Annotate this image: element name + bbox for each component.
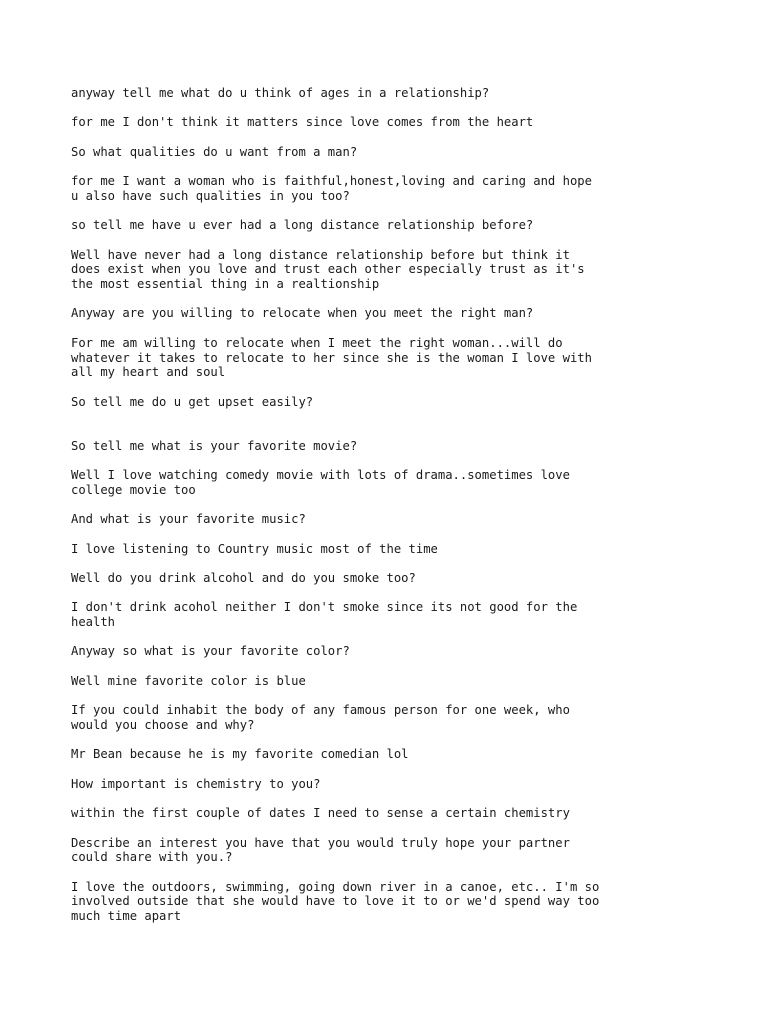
paragraph: If you could inhabit the body of any famous person for one week, who would you choose and why?	[71, 703, 570, 732]
paragraph: Well I love watching comedy movie with lots of drama..sometimes love college movie too	[71, 468, 570, 497]
paragraph: So what qualities do u want from a man?	[71, 144, 358, 159]
paragraph: within the first couple of dates I need to sense a certain chemistry	[71, 806, 570, 821]
paragraph: Well have never had a long distance relationship before but think it does exist when you love and trust each other especially trust as it's the most essential thing in a realtionship	[71, 247, 585, 292]
paragraph: I love listening to Country music most of the time	[71, 541, 438, 556]
paragraph: I love the outdoors, swimming, going down river in a canoe, etc.. I'm so involved outside that she would have to love it to or we'd spend way too much time apart	[71, 879, 600, 924]
paragraph: Mr Bean because he is my favorite comedian lol	[71, 747, 409, 762]
document-body	[71, 86, 631, 938]
paragraph: for me I want a woman who is faithful,honest,loving and caring and hope u also have such qualities in you too?	[71, 174, 592, 203]
paragraph: Anyway so what is your favorite color?	[71, 644, 350, 659]
paragraph: How important is chemistry to you?	[71, 776, 321, 791]
paragraph: for me I don't think it matters since love comes from the heart	[71, 115, 534, 130]
paragraph: Describe an interest you have that you would truly hope your partner could share with you.?	[71, 835, 570, 865]
paragraph: For me am willing to relocate when I meet the right woman...will do whatever it takes to relocate to her since she is the woman I love with all my heart and soul	[71, 335, 592, 380]
paragraph: Anyway are you willing to relocate when you meet the right man?	[71, 306, 534, 321]
paragraph: so tell me have u ever had a long distance relationship before?	[71, 218, 534, 233]
paragraph: I don't drink acohol neither I don't smoke since its not good for the health	[71, 600, 578, 630]
paragraph: And what is your favorite music?	[71, 512, 306, 527]
paragraph: So tell me do u get upset easily?	[71, 394, 314, 409]
paragraph: anyway tell me what do u think of ages in a relationship?	[71, 86, 490, 100]
paragraph: So tell me what is your favorite movie?	[71, 438, 358, 453]
paragraph: Well mine favorite color is blue	[71, 673, 306, 688]
paragraph: Well do you drink alcohol and do you smoke too?	[71, 571, 416, 585]
